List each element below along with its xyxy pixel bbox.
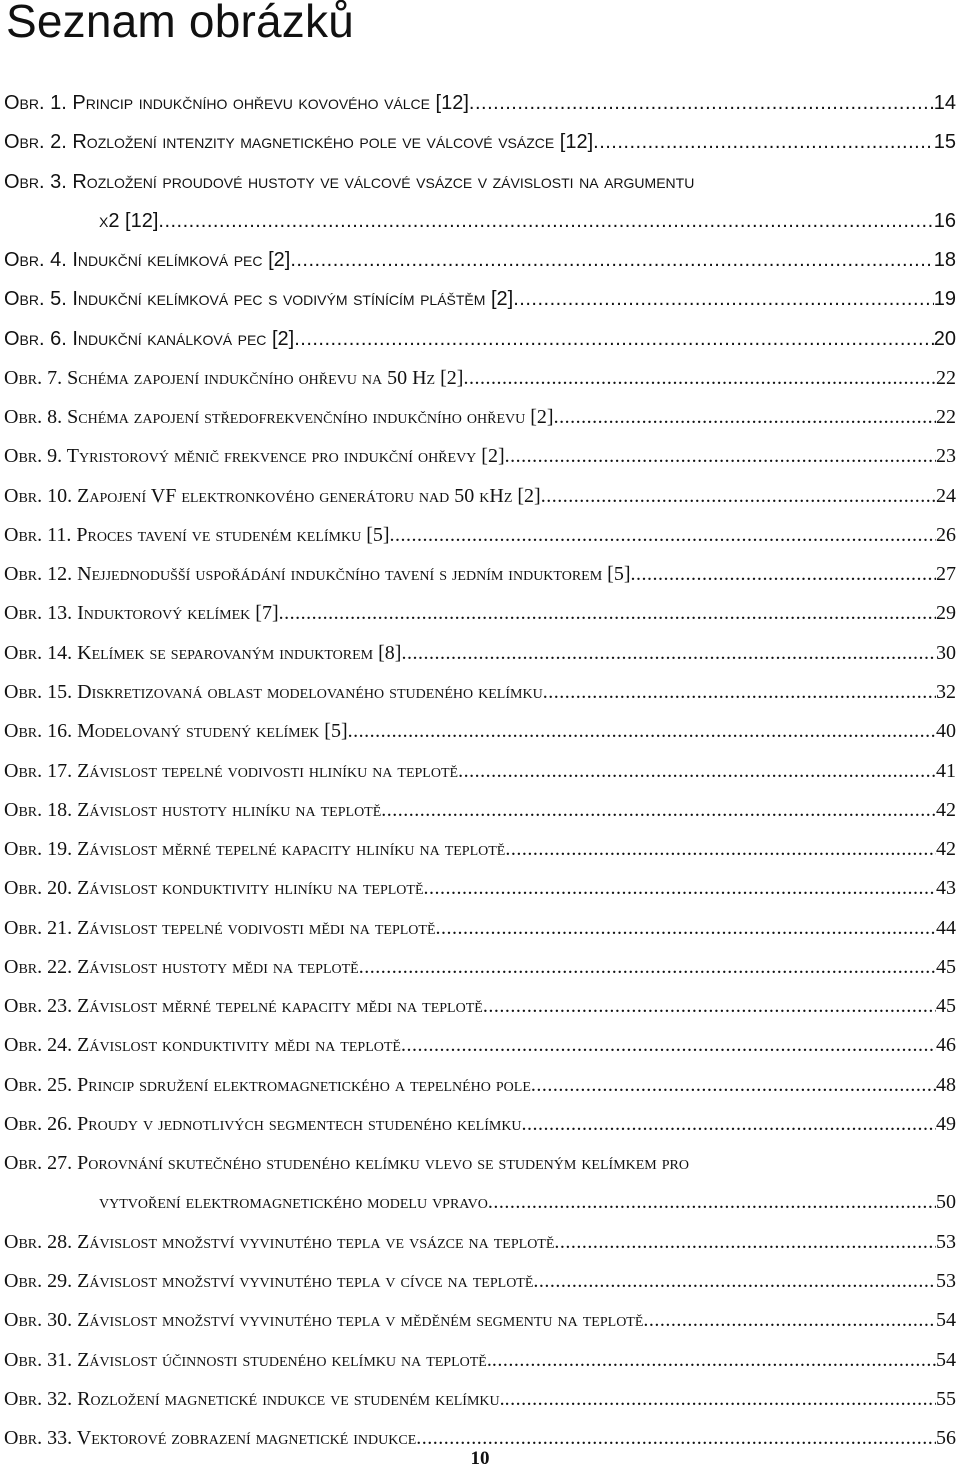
entry-page-number: 22	[936, 366, 956, 389]
list-item[interactable]	[4, 948, 956, 987]
list-item-continuation[interactable]	[4, 1183, 956, 1222]
entry-page-number: 32	[936, 680, 956, 703]
entry-title: Obr. 29. Závislost množství vyvinutého tepla v cívce na teplotě	[4, 1269, 534, 1292]
dot-leader	[541, 477, 936, 516]
dot-leader	[458, 752, 936, 791]
entry-title: Obr. 18. Závislost hustoty hliníku na teplotě	[4, 798, 382, 821]
entry-page-number: 50	[936, 1191, 956, 1214]
entry-title: Obr. 10. Zapojení VF elektronkového generátoru nad 50 kHz [2]	[4, 484, 541, 507]
dot-leader	[554, 1223, 936, 1262]
entry-page-number: 54	[936, 1309, 956, 1332]
list-item[interactable]	[4, 123, 956, 162]
dot-leader	[359, 948, 936, 987]
list-item[interactable]	[4, 437, 956, 476]
list-item[interactable]	[4, 1066, 956, 1105]
list-item[interactable]	[4, 752, 956, 791]
entry-page-number: 45	[936, 955, 956, 978]
list-item[interactable]	[4, 1105, 956, 1144]
list-item[interactable]	[4, 320, 956, 359]
entry-title: Obr. 2. Rozložení intenzity magnetického pole ve válcové vsázce [12]	[4, 131, 594, 154]
dot-leader	[531, 1066, 936, 1105]
dot-leader	[488, 1183, 936, 1222]
list-item[interactable]	[4, 1262, 956, 1301]
entry-title: Obr. 32. Rozložení magnetické indukce ve studeném kelímku.	[4, 1387, 505, 1410]
dot-leader	[505, 1380, 936, 1419]
list-item[interactable]	[4, 987, 956, 1026]
entry-title: Obr. 12. Nejjednodušší uspořádání indukčního tavení s jedním induktorem [5]	[4, 563, 631, 586]
page-number: 10	[470, 1448, 490, 1469]
list-item[interactable]	[4, 84, 956, 123]
list-item[interactable]	[4, 869, 956, 908]
entry-title: Obr. 15. Diskretizovaná oblast modelovaného studeného kelímku	[4, 680, 543, 703]
page-title: Seznam obrázků	[6, 0, 354, 47]
dot-leader	[290, 241, 933, 280]
dot-leader	[483, 987, 936, 1026]
entry-page-number: 43	[936, 877, 956, 900]
entry-title: vytvoření elektromagnetického modelu vpravo	[99, 1191, 488, 1214]
entry-page-number: 53	[936, 1230, 956, 1253]
entry-title: Obr. 31. Závislost účinnosti studeného kelímku na teplotě.	[4, 1348, 492, 1371]
list-item[interactable]	[4, 712, 956, 751]
entry-title: Obr. 27. Porovnání skutečného studeného kelímku vlevo se studeným kelímkem pro	[4, 1152, 689, 1175]
dot-leader	[348, 712, 936, 751]
entry-page-number: 54	[936, 1348, 956, 1371]
dot-leader	[643, 1301, 936, 1340]
dot-leader	[513, 280, 934, 319]
entry-title: Obr. 28. Závislost množství vyvinutého tepla ve vsázce na teplotě	[4, 1230, 555, 1253]
entry-page-number: 45	[936, 995, 956, 1018]
list-item[interactable]	[4, 359, 956, 398]
entry-title: Obr. 3. Rozložení proudové hustoty ve válcové vsázce v závislosti na argumentu	[4, 170, 695, 193]
dot-leader	[492, 1341, 936, 1380]
entry-page-number: 30	[936, 641, 956, 664]
entry-title: Obr. 26. Proudy v jednotlivých segmentech studeného kelímku	[4, 1112, 522, 1135]
entry-title: Obr. 24. Závislost konduktivity mědi na teplotě	[4, 1034, 401, 1057]
list-item[interactable]	[4, 1223, 956, 1262]
entry-page-number: 40	[936, 720, 956, 743]
dot-leader	[436, 909, 936, 948]
dot-leader	[533, 1262, 936, 1301]
entry-title: Obr. 17. Závislost tepelné vodivosti hliníku na teplotě	[4, 759, 459, 782]
entry-title: Obr. 19. Závislost měrné tepelné kapacity hliníku na teplotě	[4, 838, 506, 861]
list-item[interactable]	[4, 516, 956, 555]
entry-page-number: 55	[936, 1387, 956, 1410]
entry-page-number: 24	[936, 484, 956, 507]
dot-leader	[630, 555, 936, 594]
list-item[interactable]	[4, 791, 956, 830]
list-item[interactable]	[4, 594, 956, 633]
entry-title: Obr. 8. Schéma zapojení středofrekvenčního indukčního ohřevu [2]	[4, 406, 554, 429]
list-item[interactable]	[4, 1341, 956, 1380]
entry-page-number: 22	[936, 406, 956, 429]
entry-title: Obr. 16. Modelovaný studený kelímek [5]	[4, 720, 348, 743]
entry-page-number: 14	[933, 92, 956, 114]
list-item[interactable]	[4, 477, 956, 516]
list-item[interactable]	[4, 1301, 956, 1340]
entry-page-number: 18	[933, 249, 956, 272]
dot-leader	[279, 594, 936, 633]
entry-page-number: 46	[936, 1034, 956, 1057]
entry-page-number: 23	[936, 445, 956, 468]
entry-page-number: 16	[933, 209, 956, 232]
entry-page-number: 44	[936, 916, 956, 939]
entry-page-number: 41	[936, 759, 956, 782]
list-item[interactable]	[4, 1144, 956, 1183]
list-item[interactable]	[4, 280, 956, 319]
dot-leader	[401, 634, 936, 673]
entry-page-number: 19	[933, 288, 956, 311]
entry-title: Obr. 22. Závislost hustoty mědi na teplotě	[4, 955, 359, 978]
list-item[interactable]	[4, 163, 956, 202]
entry-title: Obr. 33. Vektorové zobrazení magnetické indukce	[4, 1427, 417, 1450]
list-item-continuation[interactable]	[4, 202, 956, 241]
entry-page-number: 42	[936, 838, 956, 861]
entry-title: Obr. 14. Kelímek se separovaným induktorem [8]	[4, 641, 402, 664]
entry-title: Obr. 21. Závislost tepelné vodivosti mědi na teplotě	[4, 916, 436, 939]
dot-leader	[543, 673, 936, 712]
list-item[interactable]	[4, 909, 956, 948]
list-item[interactable]	[4, 241, 956, 280]
dot-leader	[522, 1105, 936, 1144]
entry-page-number: 15	[933, 131, 956, 154]
list-item[interactable]	[4, 555, 956, 594]
entry-page-number: 27	[936, 563, 956, 586]
list-item[interactable]	[4, 1026, 956, 1065]
entry-page-number: 29	[936, 602, 956, 625]
dot-leader	[294, 320, 934, 359]
dot-leader	[593, 123, 934, 162]
entry-title: Obr. 11. Proces tavení ve studeném kelímku [5]	[4, 523, 390, 546]
entry-page-number: 53	[936, 1269, 956, 1292]
entry-page-number: 42	[936, 798, 956, 821]
entry-title: Obr. 5. Indukční kelímková pec s vodivým stínícím pláštěm [2]	[4, 288, 514, 311]
figure-list	[4, 84, 956, 1458]
entry-title: x2 [12]	[99, 209, 159, 232]
dot-leader	[424, 869, 936, 908]
entry-title: Obr. 20. Závislost konduktivity hliníku na teplotě	[4, 877, 424, 900]
dot-leader	[554, 398, 936, 437]
entry-title: Obr. 9. Tyristorový měnič frekvence pro indukční ohřevy [2]	[4, 445, 505, 468]
list-item[interactable]	[4, 1380, 956, 1419]
dot-leader	[463, 359, 936, 398]
entry-title: Obr. 7. Schéma zapojení indukčního ohřevu na 50 Hz [2]	[4, 366, 464, 389]
list-item[interactable]	[4, 634, 956, 673]
dot-leader	[505, 830, 936, 869]
entry-title: Obr. 4. Indukční kelímková pec [2]	[4, 249, 291, 272]
dot-leader	[401, 1026, 936, 1065]
list-item[interactable]	[4, 673, 956, 712]
entry-page-number: 56	[936, 1427, 956, 1450]
entry-title: Obr. 30. Závislost množství vyvinutého tepla v měděném segmentu na teplotě	[4, 1309, 644, 1332]
entry-title: Obr. 25. Princip sdružení elektromagnetického a tepelného pole	[4, 1073, 531, 1096]
dot-leader	[469, 84, 934, 123]
entry-title: Obr. 13. Induktorový kelímek [7]	[4, 602, 279, 625]
entry-page-number: 26	[936, 523, 956, 546]
dot-leader	[158, 202, 933, 241]
list-item[interactable]	[4, 398, 956, 437]
entry-title: Obr. 1. Princip indukčního ohřevu kovového válce [12]	[4, 92, 469, 114]
entry-page-number: 48	[936, 1073, 956, 1096]
entry-title: Obr. 23. Závislost měrné tepelné kapacity mědi na teplotě	[4, 995, 483, 1018]
entry-page-number: 20	[933, 327, 956, 350]
entry-title: Obr. 6. Indukční kanálková pec [2]	[4, 327, 295, 350]
dot-leader	[381, 791, 936, 830]
list-item[interactable]	[4, 830, 956, 869]
dot-leader	[390, 516, 936, 555]
entry-page-number: 49	[936, 1112, 956, 1135]
dot-leader	[505, 437, 936, 476]
